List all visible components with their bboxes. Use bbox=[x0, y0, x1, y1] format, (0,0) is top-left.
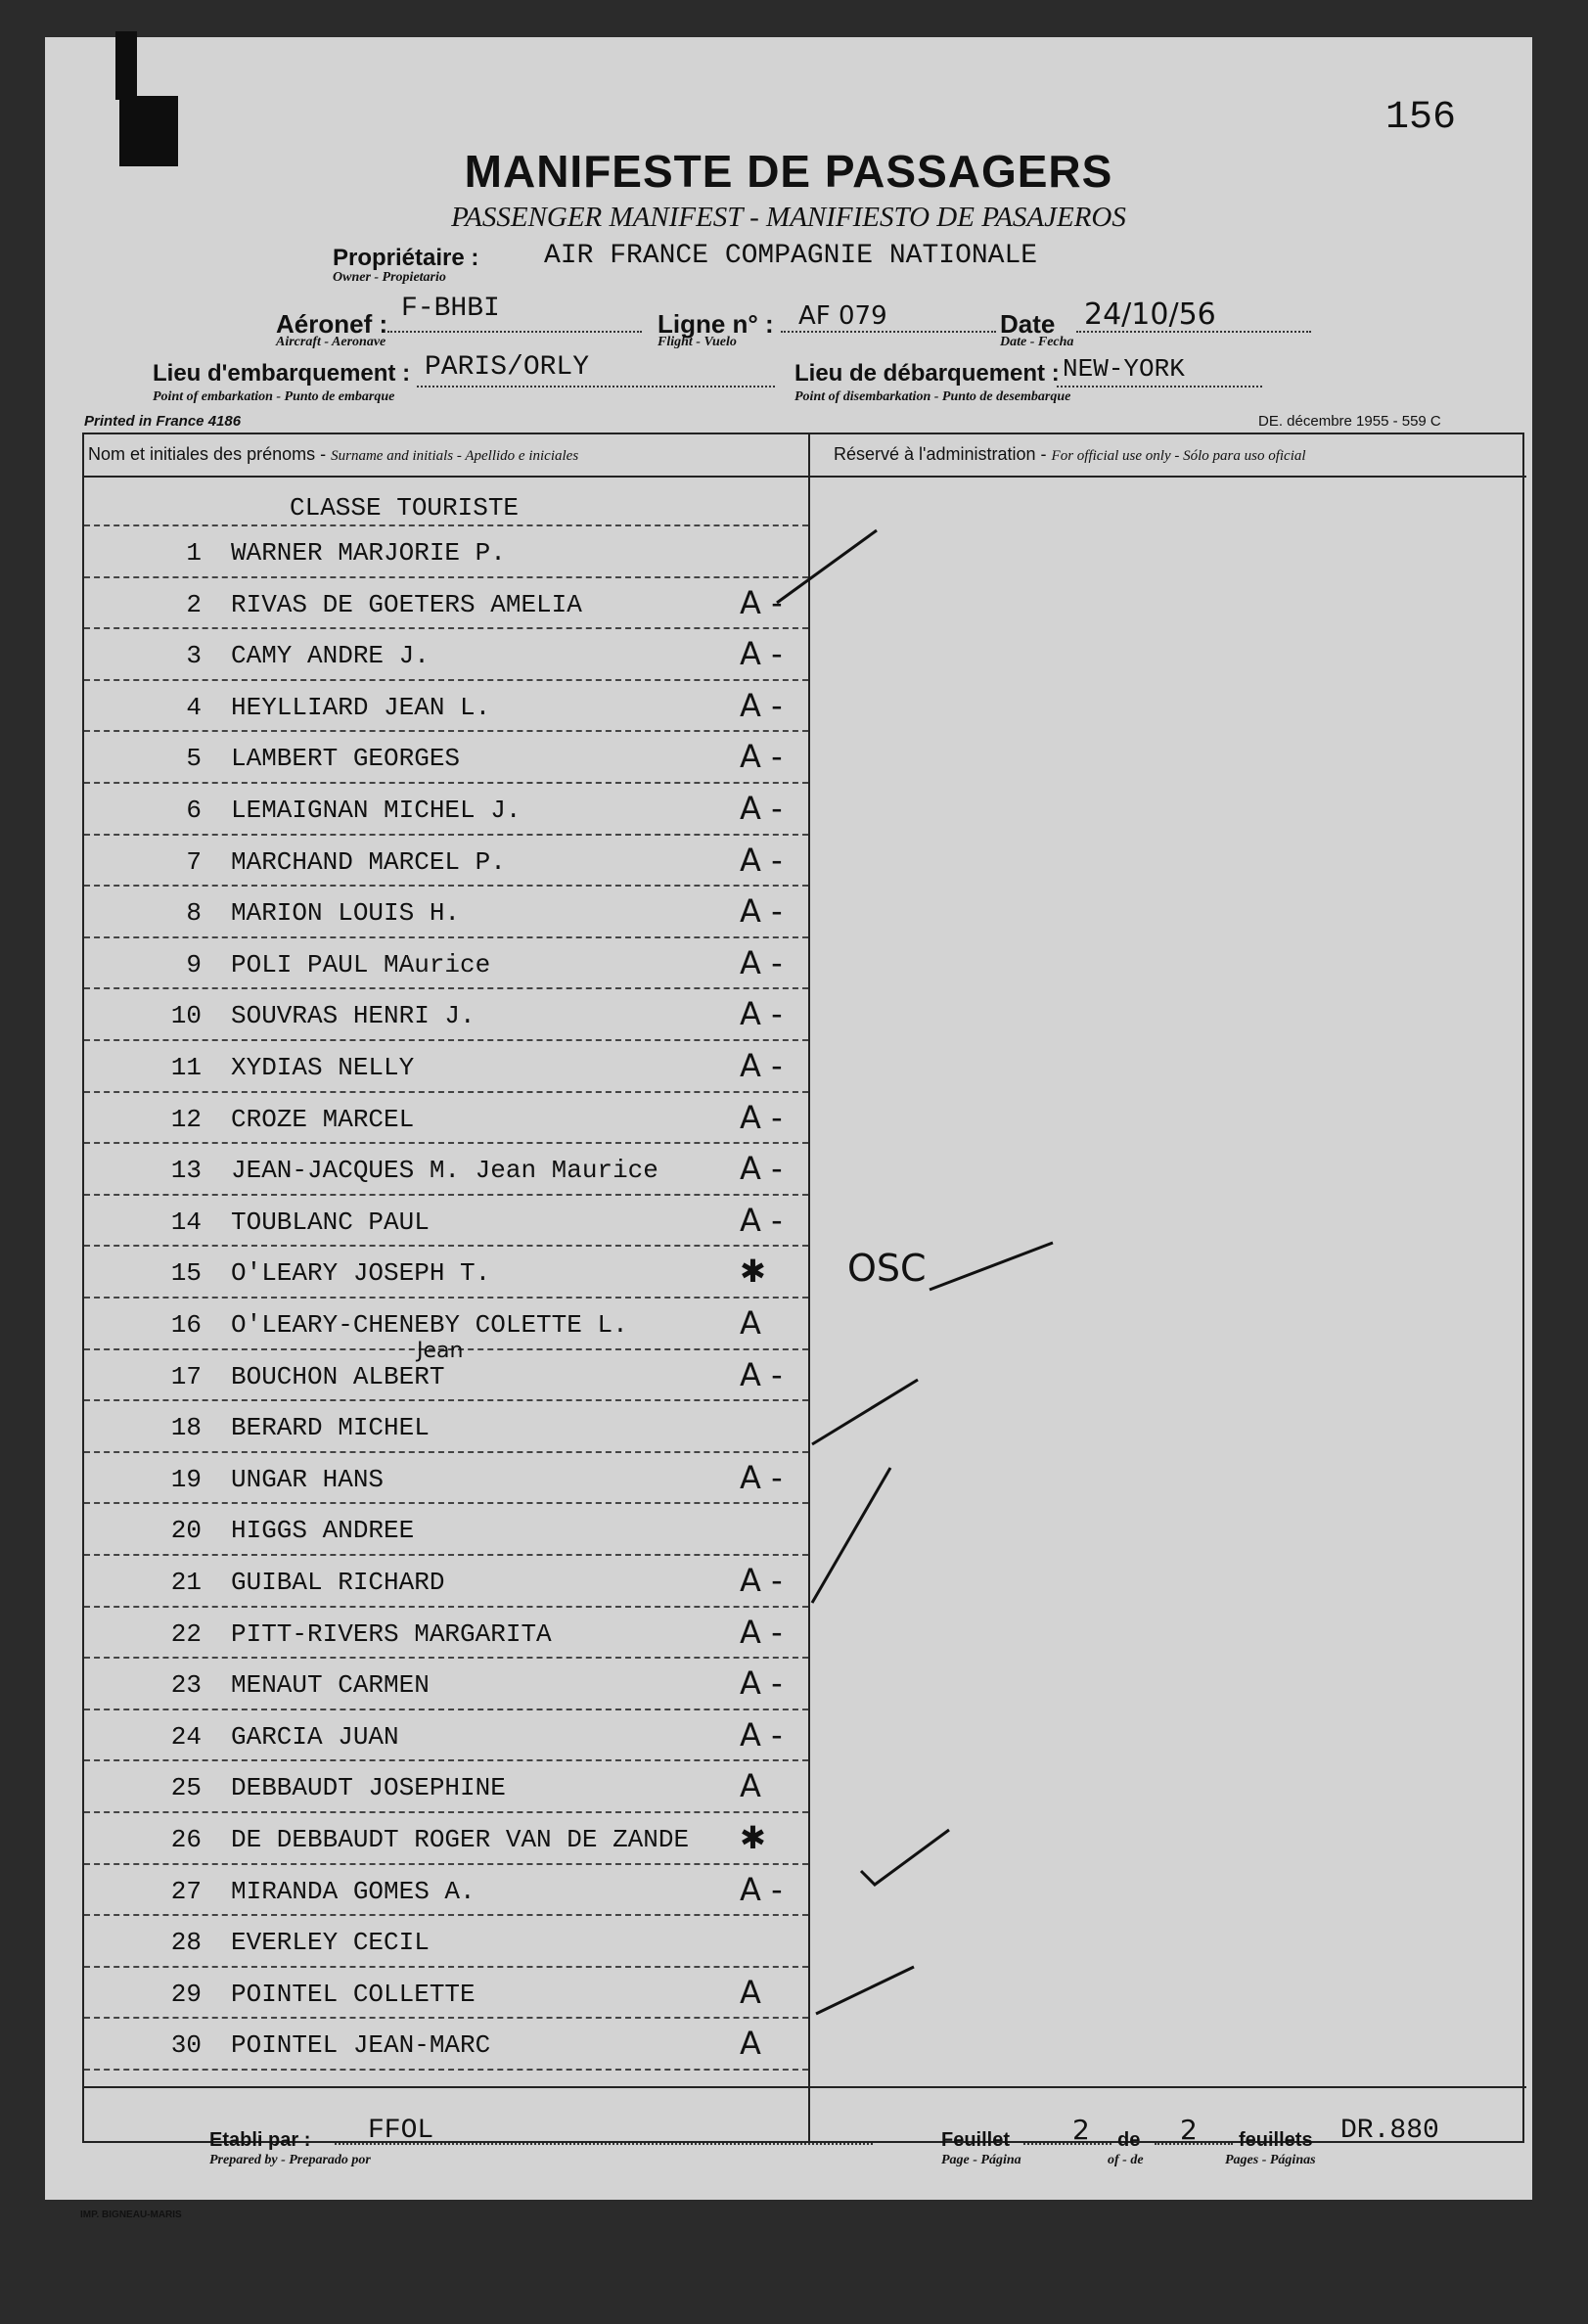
passenger-mark: A bbox=[740, 2025, 761, 2063]
disembark-line bbox=[1057, 386, 1262, 387]
class-heading: CLASSE TOURISTE bbox=[290, 493, 520, 523]
embark-label: Lieu d'embarquement : bbox=[153, 360, 411, 387]
passenger-mark: A bbox=[740, 1304, 761, 1342]
passenger-mark: A - bbox=[740, 1664, 783, 1703]
passenger-number: 25 bbox=[170, 1773, 202, 1803]
table-row bbox=[84, 1914, 808, 1968]
table-row bbox=[84, 679, 808, 733]
passenger-name: XYDIAS NELLY bbox=[231, 1053, 415, 1082]
flight-sub: Flight - Vuelo bbox=[658, 335, 737, 349]
table-row bbox=[84, 782, 808, 836]
form-reference: DE. décembre 1955 - 559 C bbox=[1258, 413, 1441, 430]
passenger-name: DE DEBBAUDT ROGER VAN DE ZANDE bbox=[231, 1825, 690, 1854]
passenger-mark: A - bbox=[740, 841, 783, 879]
table-row bbox=[84, 1245, 808, 1299]
passenger-name: MIRANDA GOMES A. bbox=[231, 1876, 476, 1906]
date-label: Date bbox=[1000, 309, 1056, 339]
row15-admin-note: OSC bbox=[847, 1247, 927, 1290]
passenger-number: 13 bbox=[170, 1156, 202, 1186]
owner-label: Propriétaire : bbox=[333, 245, 479, 271]
passenger-number: 1 bbox=[186, 538, 202, 568]
check-mark bbox=[808, 1462, 896, 1609]
table-row bbox=[84, 1759, 808, 1813]
passenger-mark: A - bbox=[740, 1355, 783, 1393]
passenger-name: POLI PAUL MAurice bbox=[231, 949, 491, 980]
table-row bbox=[84, 1039, 808, 1093]
disembark-label: Lieu de débarquement : bbox=[794, 360, 1060, 387]
sheet-sub: Page - Página bbox=[941, 2153, 1021, 2167]
passenger-number: 30 bbox=[170, 2030, 202, 2061]
passenger-number: 7 bbox=[186, 846, 202, 877]
passenger-mark: ✱ bbox=[740, 1253, 766, 1291]
table-row bbox=[84, 481, 808, 526]
passenger-name: GUIBAL RICHARD bbox=[231, 1568, 445, 1597]
passenger-number: 29 bbox=[170, 1979, 202, 2009]
of-line bbox=[1155, 2143, 1233, 2145]
passenger-mark: A - bbox=[740, 635, 783, 673]
sheet-value: 2 bbox=[1072, 2114, 1090, 2146]
passenger-number: 19 bbox=[170, 1464, 202, 1494]
passenger-number: 12 bbox=[170, 1104, 202, 1134]
passenger-name: EVERLEY CECIL bbox=[231, 1928, 430, 1958]
footer-separator bbox=[84, 2086, 1526, 2088]
passenger-mark: A - bbox=[740, 583, 783, 621]
check-mark bbox=[926, 1237, 1063, 1296]
header-separator bbox=[84, 476, 1526, 478]
table-row bbox=[84, 1502, 808, 1556]
flight-line bbox=[781, 331, 996, 333]
check-mark bbox=[812, 1961, 920, 2020]
passenger-name: MARCHAND MARCEL P. bbox=[231, 846, 506, 877]
passenger-number: 14 bbox=[170, 1207, 202, 1237]
passenger-name: WARNER MARJORIE P. bbox=[231, 538, 506, 568]
table-row bbox=[84, 1606, 808, 1660]
passenger-mark: A - bbox=[740, 1458, 783, 1496]
passenger-number: 15 bbox=[170, 1258, 202, 1289]
passenger-mark: A - bbox=[740, 995, 783, 1033]
table-row bbox=[84, 1966, 808, 2020]
passenger-name: PITT-RIVERS MARGARITA bbox=[231, 1618, 552, 1649]
disembark-sub: Point of disembarkation - Punto de desembarque bbox=[794, 389, 1071, 404]
table-row bbox=[84, 1657, 808, 1710]
passenger-number: 16 bbox=[170, 1310, 202, 1340]
date-value: 24/10/56 bbox=[1084, 297, 1216, 332]
date-line bbox=[1076, 331, 1311, 333]
passenger-number: 5 bbox=[186, 744, 202, 774]
passenger-name: MARION LOUIS H. bbox=[231, 898, 461, 929]
sheet-label: Feuillet bbox=[941, 2129, 1011, 2151]
passenger-name: POINTEL JEAN-MARC bbox=[231, 2030, 491, 2061]
punch-mark bbox=[115, 31, 137, 100]
prepared-label: Etabli par : bbox=[209, 2129, 311, 2151]
passenger-number: 17 bbox=[170, 1361, 202, 1391]
passenger-number: 3 bbox=[186, 641, 202, 671]
passenger-name: SOUVRAS HENRI J. bbox=[231, 1001, 476, 1031]
row17-above-note: Jean bbox=[417, 1339, 464, 1363]
passenger-number: 27 bbox=[170, 1876, 202, 1906]
passenger-number: 21 bbox=[170, 1568, 202, 1597]
flight-value: AF 079 bbox=[798, 301, 887, 331]
sheets-sub: Pages - Páginas bbox=[1225, 2153, 1316, 2167]
passenger-number: 28 bbox=[170, 1928, 202, 1958]
aircraft-sub: Aircraft - Aeronave bbox=[276, 335, 386, 349]
passenger-name: BERARD MICHEL bbox=[231, 1413, 430, 1443]
embark-value: PARIS/ORLY bbox=[425, 352, 590, 383]
passenger-number: 26 bbox=[170, 1825, 202, 1854]
passenger-mark: A - bbox=[740, 790, 783, 827]
passenger-name: DEBBAUDT JOSEPHINE bbox=[231, 1773, 506, 1803]
passenger-name: POINTEL COLLETTE bbox=[231, 1979, 476, 2009]
table-row bbox=[84, 1811, 808, 1865]
table-row bbox=[84, 627, 808, 681]
passenger-mark: A - bbox=[740, 738, 783, 776]
passenger-name: MENAUT CARMEN bbox=[231, 1670, 430, 1701]
column-divider bbox=[808, 434, 810, 2145]
check-mark bbox=[857, 1824, 955, 1892]
passenger-name: CAMY ANDRE J. bbox=[231, 641, 430, 671]
passenger-name: HEYLLIARD JEAN L. bbox=[231, 692, 491, 722]
table-row bbox=[84, 524, 808, 578]
printed-note: Printed in France 4186 bbox=[84, 413, 242, 430]
table-row bbox=[84, 834, 808, 888]
aircraft-label: Aéronef : bbox=[276, 309, 388, 339]
passenger-number: 9 bbox=[186, 949, 202, 980]
passenger-name: CROZE MARCEL bbox=[231, 1104, 415, 1134]
passenger-name: JEAN-JACQUES M. Jean Maurice bbox=[231, 1156, 658, 1186]
aircraft-value: F-BHBI bbox=[401, 294, 500, 324]
document-title: MANIFESTE DE PASSAGERS bbox=[464, 146, 1113, 197]
passenger-number: 23 bbox=[170, 1670, 202, 1701]
document-subtitle: PASSENGER MANIFEST - MANIFIESTO DE PASAJEROS bbox=[451, 202, 1126, 233]
admin-header-en-es: For official use only - Sólo para uso oficial bbox=[1051, 448, 1306, 464]
manifest-page bbox=[45, 37, 1532, 2220]
passenger-mark: A - bbox=[740, 943, 783, 981]
table-row bbox=[84, 1863, 808, 1917]
passenger-mark: A - bbox=[740, 1870, 783, 1908]
passenger-mark: A - bbox=[740, 1562, 783, 1599]
passenger-name: GARCIA JUAN bbox=[231, 1721, 399, 1752]
passenger-mark: A - bbox=[740, 1201, 783, 1239]
owner-sub: Owner - Propietario bbox=[333, 270, 446, 285]
passenger-mark: ✱ bbox=[740, 1819, 766, 1856]
disembark-value: NEW-YORK bbox=[1063, 354, 1185, 384]
passenger-number: 4 bbox=[186, 692, 202, 722]
admin-column-header bbox=[834, 444, 1306, 465]
table-row bbox=[84, 1554, 808, 1608]
passenger-mark: A - bbox=[740, 1098, 783, 1136]
passenger-mark: A - bbox=[740, 1715, 783, 1754]
reference-value: DR.880 bbox=[1340, 2116, 1439, 2146]
table-row bbox=[84, 1399, 808, 1453]
table-row bbox=[84, 885, 808, 938]
page-number: 156 bbox=[1385, 96, 1457, 140]
check-mark bbox=[808, 1374, 926, 1452]
sheets-label: feuillets bbox=[1239, 2129, 1313, 2151]
table-row bbox=[84, 2017, 808, 2071]
of-label: de bbox=[1117, 2129, 1141, 2151]
passenger-mark: A - bbox=[740, 892, 783, 931]
passenger-mark: A bbox=[740, 1973, 761, 2011]
passenger-name: O'LEARY-CHENEBY COLETTE L. bbox=[231, 1310, 628, 1340]
passenger-name: HIGGS ANDREE bbox=[231, 1516, 415, 1546]
aircraft-line bbox=[387, 331, 642, 333]
passenger-number: 20 bbox=[170, 1516, 202, 1546]
passenger-name: LEMAIGNAN MICHEL J. bbox=[231, 796, 522, 825]
passenger-number: 18 bbox=[170, 1413, 202, 1443]
table-row bbox=[84, 1709, 808, 1762]
passenger-mark: A - bbox=[740, 1047, 783, 1084]
of-value: 2 bbox=[1180, 2114, 1198, 2146]
table-row bbox=[84, 1194, 808, 1248]
passenger-number: 2 bbox=[186, 589, 202, 619]
embark-sub: Point of embarkation - Punto de embarque bbox=[153, 389, 395, 404]
prepared-sub: Prepared by - Preparado por bbox=[209, 2153, 371, 2167]
date-sub: Date - Fecha bbox=[1000, 335, 1074, 349]
admin-header-fr: Réservé à l'administration - bbox=[834, 444, 1047, 464]
passenger-number: 24 bbox=[170, 1721, 202, 1752]
passenger-mark: A - bbox=[740, 1613, 783, 1651]
of-sub: of - de bbox=[1108, 2153, 1144, 2167]
prepared-line bbox=[335, 2143, 873, 2145]
embark-line bbox=[417, 386, 775, 387]
check-mark bbox=[769, 523, 886, 611]
names-header-fr: Nom et initiales des prénoms - bbox=[88, 444, 327, 464]
passenger-mark: A - bbox=[740, 1150, 783, 1188]
passenger-number: 8 bbox=[186, 898, 202, 929]
table-row bbox=[84, 936, 808, 990]
passenger-name: TOUBLANC PAUL bbox=[231, 1207, 430, 1237]
table-row bbox=[84, 1142, 808, 1196]
passenger-table bbox=[82, 433, 1524, 2143]
passenger-name: O'LEARY JOSEPH T. bbox=[231, 1258, 491, 1289]
table-row bbox=[84, 576, 808, 630]
table-row bbox=[84, 1091, 808, 1145]
passenger-number: 22 bbox=[170, 1618, 202, 1649]
table-row bbox=[84, 730, 808, 784]
sheet-line bbox=[1023, 2143, 1112, 2145]
passenger-mark: A bbox=[740, 1767, 761, 1805]
passenger-number: 10 bbox=[170, 1001, 202, 1031]
passenger-name: BOUCHON ALBERT bbox=[231, 1361, 445, 1391]
table-row bbox=[84, 987, 808, 1041]
passenger-number: 6 bbox=[186, 796, 202, 825]
flight-label: Ligne n° : bbox=[658, 309, 774, 339]
names-header-en-es: Surname and initials - Apellido e iniciales bbox=[331, 448, 579, 464]
passenger-mark: A - bbox=[740, 686, 783, 724]
prepared-value: FFOL bbox=[368, 2116, 434, 2146]
passenger-name: LAMBERT GEORGES bbox=[231, 744, 461, 774]
table-row bbox=[84, 1451, 808, 1505]
passenger-name: UNGAR HANS bbox=[231, 1464, 385, 1494]
printer-note: IMP. BIGNEAU-MARIS bbox=[80, 2210, 182, 2220]
names-column-header bbox=[88, 444, 578, 465]
owner-value: AIR FRANCE COMPAGNIE NATIONALE bbox=[544, 241, 1038, 271]
passenger-name: RIVAS DE GOETERS AMELIA bbox=[231, 589, 582, 619]
passenger-number: 11 bbox=[170, 1053, 202, 1082]
